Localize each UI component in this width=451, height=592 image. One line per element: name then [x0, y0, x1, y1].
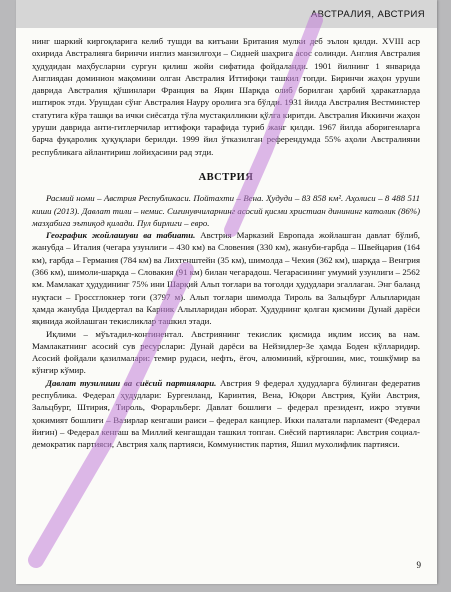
- paragraph-climate: [32, 328, 420, 377]
- run-in-heading-government: Давлат тузилиши ва сиёсий партиялари.: [46, 377, 217, 388]
- run-in-heading-geography: Географик жойлашуви ва табиати.: [46, 230, 196, 241]
- intro-paragraph: нинг шаркий киргоқларига келиб тушди ва китъани Британия мулки деб эълон қилди. XVIII аср охирида Австралияга биринчи инглиз манзилгоҳи – Сидней шаҳрига асос солинди. Англия Австралия ҳудудидан маҳбусларни сургун қилиш жойи сифатида фойдаланди. 1901 йилнинг 1 январида Англиядан доминион мақомини олган Австралия Иттифоқи ташкил топди. Биринчи жаҳон уруши даврида Австралия қўшинлари Франция ва Яқин Шарқда олиб борилган ҳарбий ҳаракатларда иштирок этди. Урушдан сўнг Австралия Науру оролига эга бўлди. 1931 йилда Австралия Вестминстер статутига кўра ташқи ва ички сиёсатда тўла мустақилликни қўлга киритди. Австралия Иккинчи жаҳон уруши даврида анти-гитлерчилар иттифоқи тарафида туриб жанг қилди. 1967 йилда аборигенларга барча фуқаролик ҳуқуқлари берилди. 1999 йил ўтказилган референдумда 55% аҳоли Австралияни республикага айлантириш лойиҳасини рад этди.: [32, 36, 420, 157]
- page-number: 9: [416, 560, 421, 570]
- paragraph-text: Австрия 9 федерал ҳудудларга бўлинган федератив республика. Федерал ҳудудлари: Бургенланд, Каринтия, Вена, Юқори Австрия, Қуйи Австрия, Зальцбург, Штирия, Тироль, Форарльберг. Давлат бошлиғи – федерал президент, ижро этувчи ҳокимият бошлиғи – Вазирлар кенгаши раиси – федерал канцлер. Икки палатали парламент (Федерал йиғин) – Федерал кенгаш ва Миллий кенгашдан ташкил топган. Сиёсий партиялари: Австрия социал-демократик партияси, Австрия халқ партияси, Коммунистик партия, Яшил мухолифлик партияси.: [32, 377, 420, 450]
- section-title: АВСТРИЯ: [198, 171, 254, 183]
- official-info: Расмий номи – Австрия Республикаси. Пойтахти – Вена. Ҳудуди – 83 858 км². Аҳолиси – 8 488 511 киши (2013). Давлат тили – немис. Сиғинувчиларнинг асосий қисми христиан динининг католик (86%) мазҳабига эътиқод қилади. Пул бирлиги – евро.: [32, 193, 420, 228]
- paragraph-government: [32, 377, 420, 451]
- page-content: [32, 35, 420, 451]
- paragraph-text: Австрия Марказий Европада жойлашган давлат бўлиб, жанубда – Италия (чегара узунлиги – 430 км) ва Словения (330 км), жануби-ғарбда – Швейцария (164 км), ғарбда – Германия (784 км) ва Лихтенштейн (35 км), шимолда – Чехия (362 км), шарқда – Венгрия (366 км), шимоли-шарқда – Словакия (91 км) билан чегарадош. Чегарасининг умумий узунлиги – 2562 км. Мамлакат ҳудудининг 75% ини Шарқий Альп тоғлари ва тоғолди ҳудудлари эгаллаган. Энг баланд нуқтаси – Гроссглокнер тоғи (3797 м). Альп тоғлари шимолда Тироль ва Зальцбург Альпларидан ҳамда жанубда Цилдертал ва Карник Альпларидан иборат. Ҳудуднинг қолган қисмини Дунай дарёси яқинида жойлашган текисликлар ташкил этади.: [32, 230, 420, 327]
- document-page: [16, 0, 437, 584]
- paragraph-text: Иқлими – мўътадил-континентал. Австриянинг текислик қисмида иқлим иссиқ ва нам. Мамлакатнинг асосий сув ресурслари: Дунай дарёси ва Нейзидлер-Зе ҳамда Боден кўлларидир. Асосий фойдали қазилмалари: темир рудаси, нефть, ёғоч, алюминий, кўргошин, мис, тошкўмир ва кўнғир кўмир.: [32, 328, 420, 376]
- running-head: АВСТРАЛИЯ, АВСТРИЯ: [310, 9, 425, 20]
- paragraph-geography: [32, 229, 420, 327]
